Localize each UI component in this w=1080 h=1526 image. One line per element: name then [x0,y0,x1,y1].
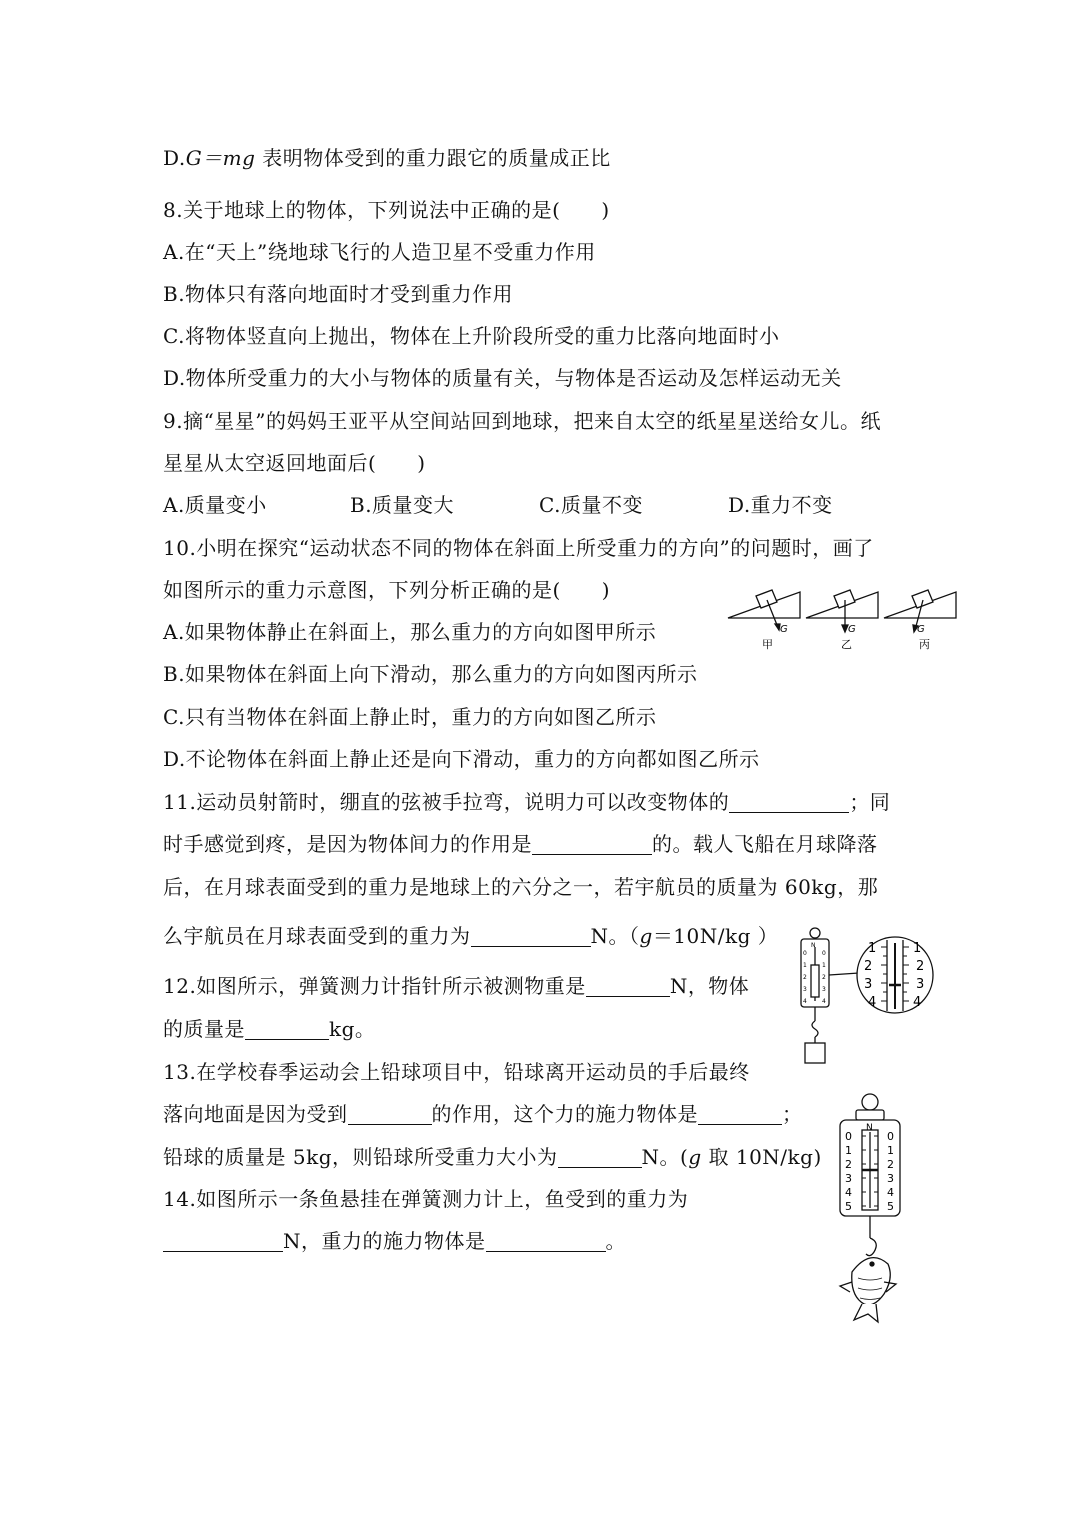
svg-text:4: 4 [868,995,877,1010]
svg-text:4: 4 [913,995,922,1010]
answer-blank [163,1229,283,1252]
answer-blank [471,924,591,947]
svg-text:3: 3 [887,1172,894,1185]
svg-text:3: 3 [822,986,826,993]
question-10-option-b: B.如果物体在斜面上向下滑动，那么重力的方向如图丙所示 [163,662,698,686]
svg-text:2: 2 [864,959,873,974]
force-label-3: G [917,624,925,635]
question-11-line-4: 么宇航员在月球表面受到的重力为 N。（g＝10N/kg ） [163,924,779,948]
question-8-option-c: C.将物体竖直向上抛出，物体在上升阶段所受的重力比落向地面时小 [163,324,780,348]
svg-text:1: 1 [822,962,826,969]
force-label-1: G [780,624,788,635]
fish-scale-figure [832,1092,912,1332]
zoom-tick-right: 1 [913,941,922,956]
question-10-option-c: C.只有当物体在斜面上静止时，重力的方向如图乙所示 [163,705,657,729]
scale-unit: N [811,942,816,949]
svg-text:0: 0 [822,950,826,957]
question-9-line-2: 星星从太空返回地面后( ) [163,451,426,475]
question-9-options [163,491,923,519]
svg-text:4: 4 [803,998,807,1005]
answer-blank [586,974,670,997]
question-9-option-a: A.质量变小 [163,493,267,517]
weight-block [805,1043,825,1063]
question-11-line-3: 后，在月球表面受到的重力是地球上的六分之一，若宇航员的质量为 60kg，那 [163,875,879,899]
label-jia: 甲 [762,638,773,651]
question-12-line-1: 12.如图所示，弹簧测力计指针所示被测物重是 N，物体 [163,974,750,998]
answer-blank [532,832,652,855]
question-8-option-d: D.物体所受重力的大小与物体的质量有关，与物体是否运动及怎样运动无关 [163,366,842,390]
zoom-tick-left: 1 [868,941,877,956]
scale-top-ring [810,928,820,938]
svg-text:3: 3 [845,1172,852,1185]
block-3 [912,590,933,608]
fish-scale-unit: N [866,1123,873,1133]
svg-text:2: 2 [916,959,925,974]
svg-text:5: 5 [887,1200,894,1213]
svg-text:1: 1 [887,1144,894,1157]
svg-text:3: 3 [916,977,925,992]
answer-blank [348,1102,432,1125]
option-label: D. [163,146,186,170]
question-9-option-c: C.质量不变 [539,493,643,517]
answer-blank [245,1017,329,1040]
label-bing: 丙 [919,638,930,651]
fish-tail [854,1304,878,1322]
svg-text:4: 4 [822,998,826,1005]
question-8: 8.关于地球上的物体，下列说法中正确的是( ) [163,198,610,222]
question-8-option-b: B.物体只有落向地面时才受到重力作用 [163,282,514,306]
question-12-line-2: 的质量是 kg。 [163,1017,376,1041]
svg-text:2: 2 [845,1158,852,1171]
svg-text:0: 0 [845,1130,852,1143]
answer-blank [698,1102,782,1125]
svg-text:0: 0 [887,1130,894,1143]
svg-text:3: 3 [864,977,873,992]
svg-text:2: 2 [822,974,826,981]
svg-text:4: 4 [845,1186,852,1199]
svg-text:3: 3 [803,986,807,993]
question-14-line-1: 14.如图所示一条鱼悬挂在弹簧测力计上，鱼受到的重力为 [163,1187,689,1211]
svg-text:1: 1 [845,1144,852,1157]
question-11-line-1: 11.运动员射箭时，绷直的弦被手拉弯，说明力可以改变物体的 ；同 [163,790,891,814]
incline-figure [722,580,962,652]
question-10-option-d: D.不论物体在斜面上静止还是向下滑动，重力的方向都如图乙所示 [163,747,760,771]
question-10-line-2: 如图所示的重力示意图，下列分析正确的是( ) [163,578,611,602]
option-7d [163,144,611,172]
svg-text:5: 5 [845,1200,852,1213]
question-9-option-b: B.质量变大 [350,493,455,517]
answer-blank [729,790,849,813]
question-11-line-2: 时手感觉到疼，是因为物体间力的作用是 的。载人飞船在月球降落 [163,832,878,856]
option-text: 表明物体受到的重力跟它的质量成正比 [255,146,611,170]
question-13-line-1: 13.在学校春季运动会上铅球项目中，铅球离开运动员的手后最终 [163,1060,750,1084]
answer-blank [486,1229,606,1252]
fish-hook [866,1238,876,1256]
spring-scale-figure [795,925,945,1070]
zoom-connector [829,973,859,975]
answer-blank [558,1145,642,1168]
force-label-2: G [848,624,856,635]
label-yi: 乙 [841,638,852,651]
block-1 [756,590,777,608]
question-10-option-a: A.如果物体静止在斜面上，那么重力的方向如图甲所示 [163,620,657,644]
question-10-line-1: 10.小明在探究“运动状态不同的物体在斜面上所受重力的方向”的问题时，画了 [163,536,874,560]
question-14-line-2: N，重力的施力物体是 。 [163,1227,626,1255]
fish-scale-top-ring [862,1094,878,1110]
formula: G＝mg [185,146,256,170]
svg-text:0: 0 [803,950,807,957]
question-9-option-d: D.重力不变 [728,493,833,517]
svg-text:4: 4 [887,1186,894,1199]
svg-text:2: 2 [887,1158,894,1171]
question-9-line-1: 9.摘“星星”的妈妈王亚平从空间站回到地球，把来自太空的纸星星送给女儿。纸 [163,409,882,433]
question-13-line-3: 铅球的质量是 5kg，则铅球所受重力大小为 N。(g 取 10N/kg) [163,1145,822,1169]
question-8-option-a: A.在“天上”绕地球飞行的人造卫星不受重力作用 [163,240,596,264]
svg-text:2: 2 [803,974,807,981]
question-13-line-2: 落向地面是因为受到 的作用，这个力的施力物体是 ； [163,1102,803,1126]
svg-text:1: 1 [803,962,807,969]
scale-hook [812,1021,818,1037]
